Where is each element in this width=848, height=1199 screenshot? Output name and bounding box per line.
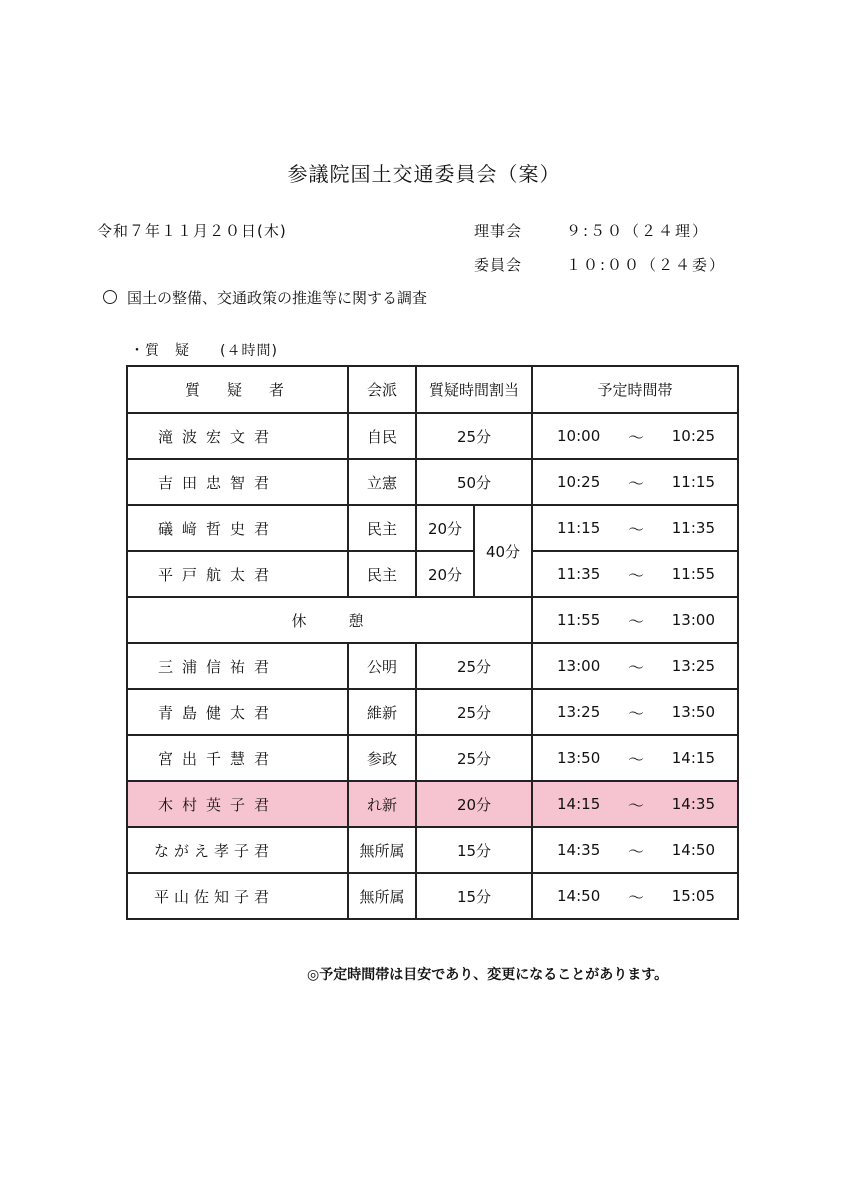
time-slot xyxy=(532,505,738,551)
time-slot xyxy=(532,597,738,643)
tilde: ～ xyxy=(628,703,645,723)
end-time: 13:00 xyxy=(671,611,715,629)
questioner-name: 木村英子君 xyxy=(127,781,348,827)
start-time: 11:55 xyxy=(557,611,601,629)
start-time: 14:50 xyxy=(557,887,601,905)
meeting-date: 令和７年１１月２０日(木) xyxy=(97,222,287,240)
faction: 自民 xyxy=(348,413,416,459)
meeting-label-committee: 委員会 xyxy=(474,256,523,274)
allocated-minutes: 25分 xyxy=(416,735,532,781)
questioner-name: 三浦信祐君 xyxy=(127,643,348,689)
allocated-minutes: 20分 xyxy=(416,505,474,551)
end-time: 14:15 xyxy=(671,749,715,767)
time-slot xyxy=(532,459,738,505)
allocated-minutes: 20分 xyxy=(416,551,474,597)
highlighted-table-row xyxy=(127,781,738,827)
end-time: 11:35 xyxy=(671,519,715,537)
footnote: ◎予定時間帯は目安であり、変更になることがあります。 xyxy=(307,967,669,983)
time-slot xyxy=(532,643,738,689)
start-time: 13:50 xyxy=(557,749,601,767)
time-slot xyxy=(532,551,738,597)
faction: 公明 xyxy=(348,643,416,689)
allocated-minutes: 20分 xyxy=(416,781,532,827)
start-time: 11:15 xyxy=(557,519,601,537)
tilde: ～ xyxy=(628,887,645,907)
meeting-time-directors: ９:５０（２４理） xyxy=(566,222,710,240)
tilde: ～ xyxy=(628,841,645,861)
questioner-name: ながえ孝子君 xyxy=(127,827,348,873)
tilde: ～ xyxy=(628,657,645,677)
end-time: 14:50 xyxy=(671,841,715,859)
tilde: ～ xyxy=(628,795,645,815)
schedule-table xyxy=(126,365,739,920)
end-time: 15:05 xyxy=(671,887,715,905)
tilde: ～ xyxy=(628,427,645,447)
break-row xyxy=(127,597,738,643)
time-slot xyxy=(532,689,738,735)
table-row xyxy=(127,643,738,689)
end-time: 13:25 xyxy=(671,657,715,675)
table-row xyxy=(127,505,738,551)
header-allocation: 質疑時間割当 xyxy=(416,366,532,413)
faction: 無所属 xyxy=(348,827,416,873)
faction: 無所属 xyxy=(348,873,416,919)
header-questioner: 質 疑 者 xyxy=(127,366,348,413)
combined-minutes: 40分 xyxy=(474,505,532,597)
table-row xyxy=(127,689,738,735)
end-time: 11:15 xyxy=(671,473,715,491)
table-row xyxy=(127,827,738,873)
table-row xyxy=(127,735,738,781)
start-time: 13:00 xyxy=(557,657,601,675)
questioner-name: 吉田忠智君 xyxy=(127,459,348,505)
end-time: 14:35 xyxy=(671,795,715,813)
allocated-minutes: 25分 xyxy=(416,643,532,689)
page-title: 参議院国土交通委員会（案） xyxy=(287,162,561,186)
time-slot xyxy=(532,735,738,781)
start-time: 10:00 xyxy=(557,427,601,445)
agenda-text: 国土の整備、交通政策の推進等に関する調査 xyxy=(127,289,428,307)
meeting-time-committee: １０:００（２４委） xyxy=(566,256,727,274)
time-slot xyxy=(532,413,738,459)
tilde: ～ xyxy=(628,749,645,769)
questioner-name: 宮出千慧君 xyxy=(127,735,348,781)
start-time: 11:35 xyxy=(557,565,601,583)
start-time: 14:35 xyxy=(557,841,601,859)
start-time: 10:25 xyxy=(557,473,601,491)
questioner-name: 滝波宏文君 xyxy=(127,413,348,459)
table-row xyxy=(127,873,738,919)
break-label: 休 憩 xyxy=(127,597,532,643)
table-header-row xyxy=(127,366,738,413)
questioner-name: 礒﨑哲史君 xyxy=(127,505,348,551)
start-time: 14:15 xyxy=(557,795,601,813)
allocated-minutes: 15分 xyxy=(416,873,532,919)
time-slot xyxy=(532,873,738,919)
questioner-name: 平戸航太君 xyxy=(127,551,348,597)
tilde: ～ xyxy=(628,519,645,539)
meeting-label-directors: 理事会 xyxy=(474,222,523,240)
faction: 民主 xyxy=(348,505,416,551)
circle-bullet-icon xyxy=(103,290,117,304)
section-heading: ・質 疑 (４時間) xyxy=(130,343,278,359)
table-row xyxy=(127,413,738,459)
tilde: ～ xyxy=(628,565,645,585)
faction: れ新 xyxy=(348,781,416,827)
faction: 参政 xyxy=(348,735,416,781)
header-faction: 会派 xyxy=(348,366,416,413)
faction: 立憲 xyxy=(348,459,416,505)
allocated-minutes: 50分 xyxy=(416,459,532,505)
time-slot xyxy=(532,827,738,873)
table-row xyxy=(127,551,738,597)
table-row xyxy=(127,459,738,505)
allocated-minutes: 25分 xyxy=(416,689,532,735)
end-time: 13:50 xyxy=(671,703,715,721)
start-time: 13:25 xyxy=(557,703,601,721)
tilde: ～ xyxy=(628,473,645,493)
header-schedule: 予定時間帯 xyxy=(532,366,738,413)
faction: 維新 xyxy=(348,689,416,735)
allocated-minutes: 25分 xyxy=(416,413,532,459)
time-slot xyxy=(532,781,738,827)
agenda-item xyxy=(103,287,427,308)
end-time: 10:25 xyxy=(671,427,715,445)
tilde: ～ xyxy=(628,611,645,631)
questioner-name: 青島健太君 xyxy=(127,689,348,735)
questioner-name: 平山佐知子君 xyxy=(127,873,348,919)
allocated-minutes: 15分 xyxy=(416,827,532,873)
faction: 民主 xyxy=(348,551,416,597)
end-time: 11:55 xyxy=(671,565,715,583)
